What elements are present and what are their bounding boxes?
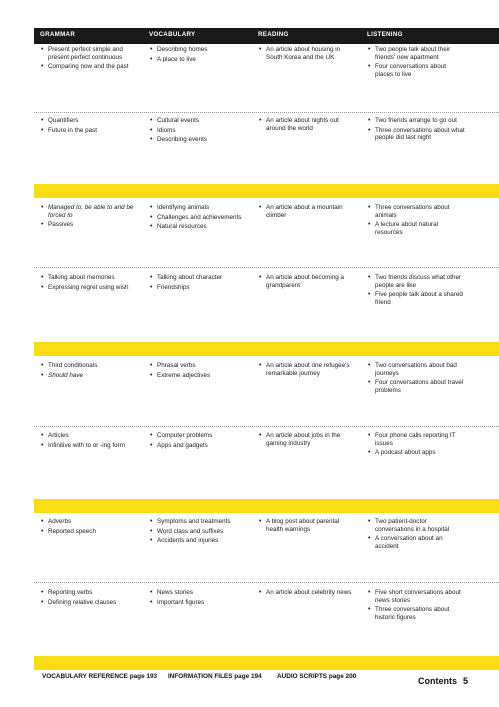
grammar-cell: [40, 518, 138, 537]
reading-list: [258, 589, 356, 597]
vocabulary-cell: [149, 589, 247, 608]
row-divider: [34, 112, 499, 113]
listening-list: [367, 204, 465, 236]
vocabulary-item: • Extreme adjectives: [149, 372, 247, 380]
reading-list: [258, 204, 356, 219]
grammar-item: • Present perfect simple and present perfect continuous: [40, 46, 138, 61]
grammar-item: • Passives: [40, 221, 138, 229]
listening-item: • Two conversations about bad journeys: [367, 362, 465, 377]
listening-item: • A podcast about apps: [367, 449, 465, 457]
reading-item: • A blog post about parental health warnings: [258, 518, 356, 533]
vocabulary-item: • Phrasal verbs: [149, 362, 247, 370]
vocabulary-list: [149, 117, 247, 144]
vocabulary-item: • Computer problems: [149, 432, 247, 440]
vocabulary-list: [149, 274, 247, 291]
audio-scripts-link[interactable]: AUDIO SCRIPTS page 200: [277, 673, 357, 680]
reading-list: [258, 274, 356, 289]
vocabulary-item: • Talking about character: [149, 274, 247, 282]
reading-item: • An article about jobs in the gaming industry: [258, 432, 356, 447]
grammar-item: • Managed to, be able to and be forced to: [40, 204, 138, 219]
row-divider: [34, 267, 499, 268]
grammar-item: • Articles: [40, 432, 138, 440]
listening-list: [367, 117, 465, 142]
grammar-list: [40, 432, 138, 449]
row-divider: [34, 582, 499, 583]
vocabulary-list: [149, 432, 247, 449]
reading-list: [258, 518, 356, 533]
listening-item: • Four conversations about travel problems: [367, 379, 465, 394]
table-header: [34, 28, 499, 44]
listening-cell: [367, 589, 465, 623]
vocabulary-cell: [149, 432, 247, 451]
vocabulary-cell: [149, 117, 247, 146]
unit-separator-band: [34, 184, 499, 198]
listening-item: • A lecture about natural resources: [367, 221, 465, 236]
reading-list: [258, 117, 356, 132]
listening-item: • Three conversations about animals: [367, 204, 465, 219]
header-listening: LISTENING: [367, 31, 403, 38]
listening-list: [367, 589, 465, 621]
listening-item: • Two friends arrange to go out: [367, 117, 465, 125]
grammar-cell: [40, 204, 138, 231]
vocabulary-list: [149, 589, 247, 606]
unit-separator-band: [34, 499, 499, 513]
vocabulary-cell: [149, 362, 247, 381]
vocabulary-item: • Apps and gadgets: [149, 442, 247, 450]
listening-item: • A conversation about an accident: [367, 535, 465, 550]
listening-item: • Three conversations about what people did last night: [367, 127, 465, 142]
contents-label: Contents: [418, 676, 457, 686]
reading-cell: [258, 274, 356, 291]
grammar-list: [40, 589, 138, 606]
grammar-item: • Defining relative clauses: [40, 599, 138, 607]
information-files-link[interactable]: INFORMATION FILES page 194: [168, 673, 262, 680]
vocabulary-item: • Important figures: [149, 599, 247, 607]
listening-item: • Two patient-doctor conversations in a hospital: [367, 518, 465, 533]
vocabulary-item: • Natural resources: [149, 223, 247, 231]
reading-item: • An article about becoming a grandparent: [258, 274, 356, 289]
reading-item: • An article about nights out around the world: [258, 117, 356, 132]
grammar-cell: [40, 432, 138, 451]
reading-item: • An article about housing in South Korea and the UK: [258, 46, 356, 61]
vocabulary-cell: [149, 204, 247, 233]
grammar-cell: [40, 274, 138, 293]
grammar-item: • Expressing regret using wish: [40, 284, 138, 292]
vocabulary-item: • Identifying animals: [149, 204, 247, 212]
reading-item: • An article about one refugee's remarkable journey: [258, 362, 356, 377]
unit-separator-band: [34, 342, 499, 356]
vocabulary-cell: [149, 518, 247, 547]
vocabulary-item: • Describing events: [149, 136, 247, 144]
vocabulary-item: • Symptoms and treatments: [149, 518, 247, 526]
listening-item: • Three conversations about historic figures: [367, 606, 465, 621]
reading-cell: [258, 46, 356, 63]
listening-item: • Two friends discuss what other people are like: [367, 274, 465, 289]
reading-list: [258, 362, 356, 377]
listening-item: • Five people talk about a shared friend: [367, 291, 465, 306]
vocabulary-list: [149, 204, 247, 231]
reading-cell: [258, 518, 356, 535]
vocabulary-cell: [149, 46, 247, 65]
vocabulary-item: • Friendships: [149, 284, 247, 292]
vocabulary-item: • Word class and suffixes: [149, 528, 247, 536]
reading-item: • An article about a mountain climber: [258, 204, 356, 219]
listening-list: [367, 46, 465, 78]
grammar-item: • Third conditionals: [40, 362, 138, 370]
grammar-cell: [40, 589, 138, 608]
vocabulary-cell: [149, 274, 247, 293]
listening-item: • Five short conversations about news stories: [367, 589, 465, 604]
reading-cell: [258, 117, 356, 134]
listening-list: [367, 274, 465, 306]
grammar-item: • Reported speech: [40, 528, 138, 536]
listening-cell: [367, 432, 465, 459]
vocabulary-item: • Challenges and achievements: [149, 214, 247, 222]
reading-list: [258, 432, 356, 447]
grammar-cell: [40, 117, 138, 136]
grammar-list: [40, 117, 138, 134]
grammar-item: • Infinitive with to or -ing form: [40, 442, 138, 450]
listening-item: • Two people talk about their friends' new apartment: [367, 46, 465, 61]
grammar-cell: [40, 362, 138, 381]
listening-item: • Four phone calls reporting IT issues: [367, 432, 465, 447]
grammar-item: • Should have: [40, 372, 138, 380]
vocabulary-list: [149, 362, 247, 379]
grammar-item: • Talking about memories: [40, 274, 138, 282]
vocabulary-item: • Accidents and injuries: [149, 537, 247, 545]
listening-list: [367, 432, 465, 457]
header-reading: READING: [258, 31, 289, 38]
reading-cell: [258, 589, 356, 599]
grammar-item: • Future in the past: [40, 127, 138, 135]
reading-cell: [258, 362, 356, 379]
grammar-item: • Adverbs: [40, 518, 138, 526]
row-divider: [34, 426, 499, 427]
vocabulary-item: • Idioms: [149, 127, 247, 135]
reading-cell: [258, 432, 356, 449]
listening-cell: [367, 46, 465, 80]
vocabulary-item: • A place to live: [149, 56, 247, 64]
reading-cell: [258, 204, 356, 221]
vocabulary-item: • Describing homes: [149, 46, 247, 54]
reading-item: • An article about celebrity news: [258, 589, 356, 597]
listening-list: [367, 518, 465, 550]
vocabulary-item: • Cultural events: [149, 117, 247, 125]
grammar-list: [40, 518, 138, 535]
listening-cell: [367, 274, 465, 308]
listening-item: • Four conversations about places to live: [367, 63, 465, 78]
listening-cell: [367, 117, 465, 144]
listening-cell: [367, 204, 465, 238]
grammar-item: • Quantifiers: [40, 117, 138, 125]
reading-list: [258, 46, 356, 61]
vocabulary-list: [149, 518, 247, 545]
grammar-list: [40, 362, 138, 379]
grammar-list: [40, 274, 138, 291]
grammar-list: [40, 204, 138, 229]
listening-cell: [367, 518, 465, 552]
vocabulary-reference-link[interactable]: VOCABULARY REFERENCE page 193: [42, 673, 158, 680]
listening-list: [367, 362, 465, 394]
grammar-list: [40, 46, 138, 71]
header-grammar: GRAMMAR: [40, 31, 76, 38]
grammar-item: • Reporting verbs: [40, 589, 138, 597]
listening-cell: [367, 362, 465, 396]
grammar-cell: [40, 46, 138, 73]
vocabulary-item: • News stories: [149, 589, 247, 597]
page-number: 5: [463, 676, 469, 686]
vocabulary-list: [149, 46, 247, 63]
grammar-item: • Comparing now and the past: [40, 63, 138, 71]
unit-separator-band: [34, 656, 499, 670]
header-vocabulary: VOCABULARY: [149, 31, 196, 38]
